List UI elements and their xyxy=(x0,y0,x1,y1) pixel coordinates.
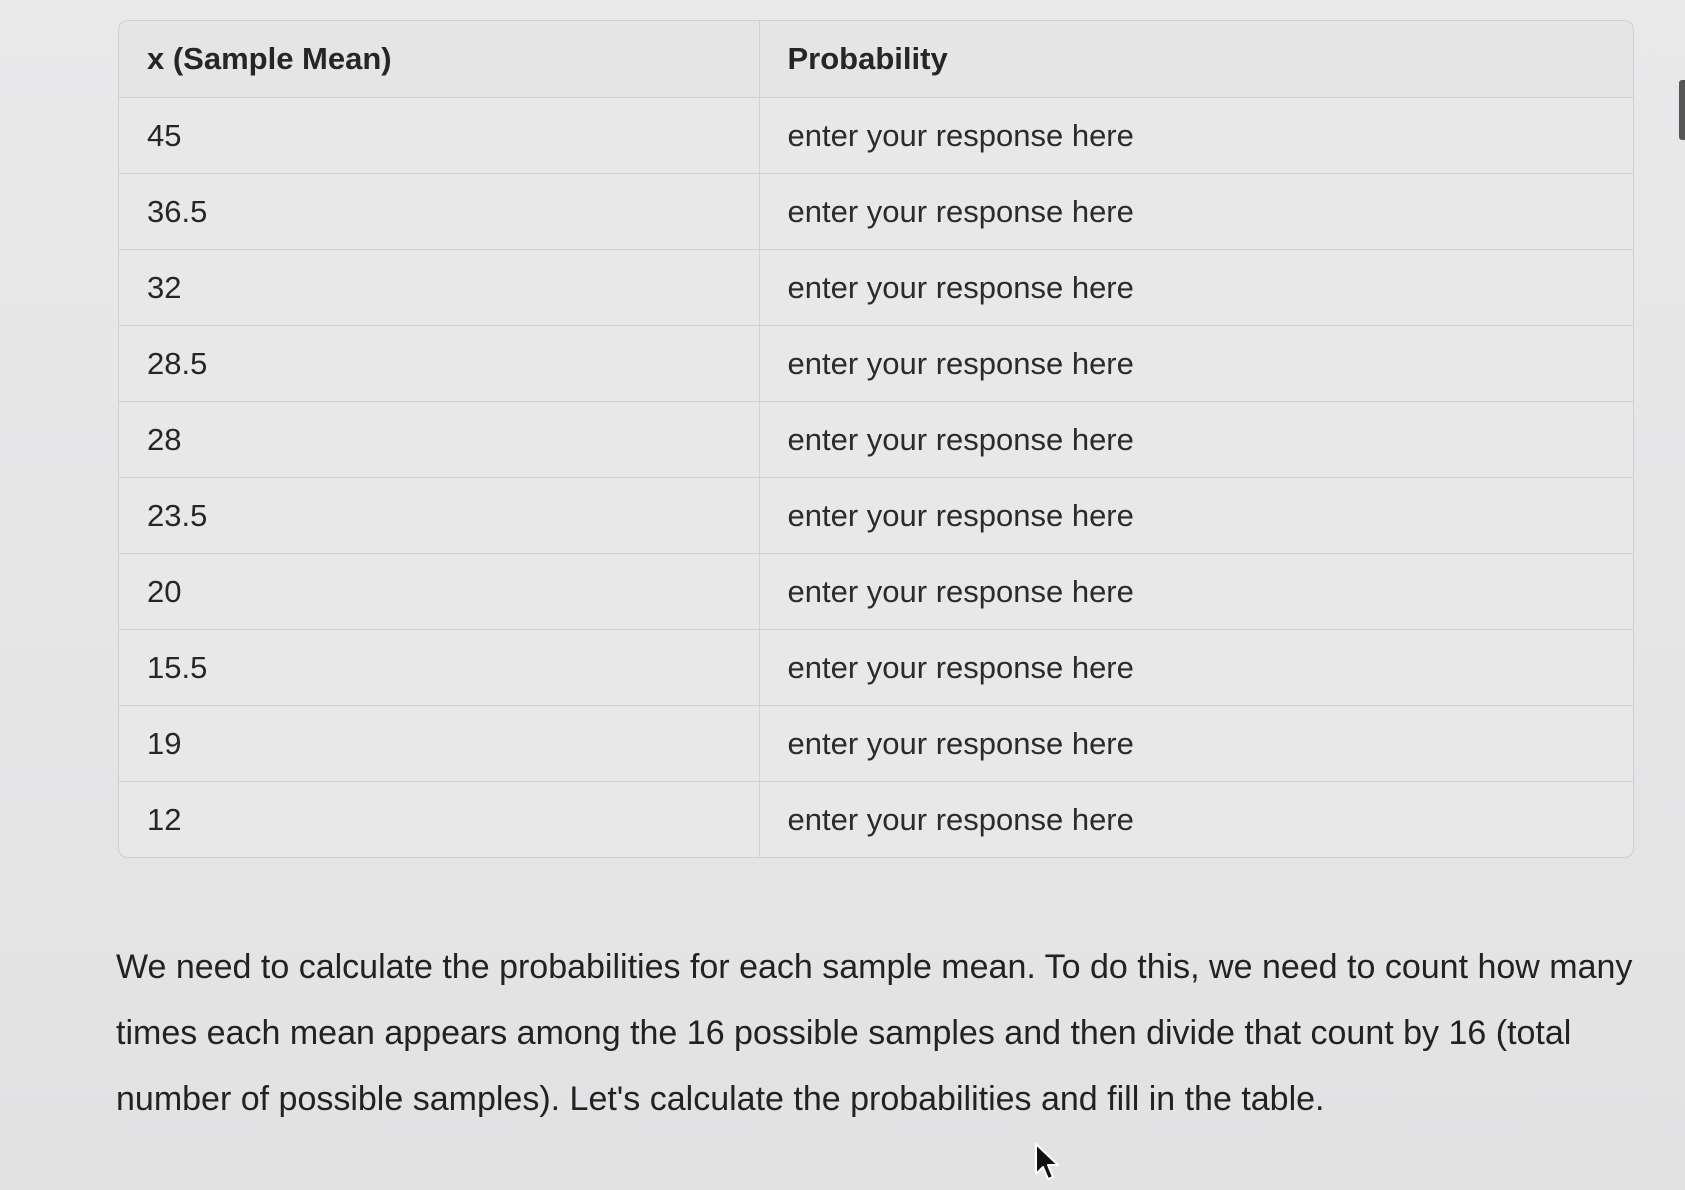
probability-input[interactable]: enter your response here xyxy=(759,250,1633,326)
probability-input[interactable]: enter your response here xyxy=(759,326,1633,402)
probability-input[interactable]: enter your response here xyxy=(759,706,1633,782)
explanation-text: We need to calculate the probabilities for each sample mean. To do this, we need to count how many times each mean appears among the 16 possible samples and then divide that count by 16 (total number of possible samples). Let's calculate the probabilities and fill in the table. xyxy=(116,948,1633,1118)
scrollbar-edge[interactable] xyxy=(1679,80,1685,140)
table-row xyxy=(119,98,1633,174)
probability-input[interactable]: enter your response here xyxy=(759,554,1633,630)
probability-input[interactable]: enter your response here xyxy=(759,402,1633,478)
probability-input[interactable]: enter your response here xyxy=(759,630,1633,706)
sample-mean-cell: 19 xyxy=(119,706,759,782)
probability-input[interactable]: enter your response here xyxy=(759,782,1633,858)
sample-mean-cell: 28 xyxy=(119,402,759,478)
table-row xyxy=(119,174,1633,250)
probability-table xyxy=(119,21,1633,857)
table-row xyxy=(119,782,1633,858)
sample-mean-cell: 23.5 xyxy=(119,478,759,554)
table-header-row xyxy=(119,21,1633,98)
header-probability: Probability xyxy=(759,21,1633,98)
mouse-pointer-icon xyxy=(1034,1142,1060,1182)
table-row xyxy=(119,250,1633,326)
table-row xyxy=(119,402,1633,478)
probability-input[interactable]: enter your response here xyxy=(759,174,1633,250)
sample-mean-cell: 12 xyxy=(147,801,182,837)
probability-input[interactable]: enter your response here xyxy=(759,98,1633,174)
table-row xyxy=(119,630,1633,706)
sample-mean-cell: 45 xyxy=(119,98,759,174)
table-row xyxy=(119,478,1633,554)
table-row xyxy=(119,554,1633,630)
sample-mean-cell: 32 xyxy=(119,250,759,326)
sample-mean-table xyxy=(118,20,1634,858)
probability-input[interactable]: enter your response here xyxy=(759,478,1633,554)
sample-mean-cell: 36.5 xyxy=(119,174,759,250)
sample-mean-cell: 28.5 xyxy=(119,326,759,402)
sample-mean-cell: 20 xyxy=(119,554,759,630)
table-row xyxy=(119,326,1633,402)
sample-mean-cell: 15.5 xyxy=(119,630,759,706)
header-sample-mean: x (Sample Mean) xyxy=(119,21,759,98)
table-row xyxy=(119,706,1633,782)
